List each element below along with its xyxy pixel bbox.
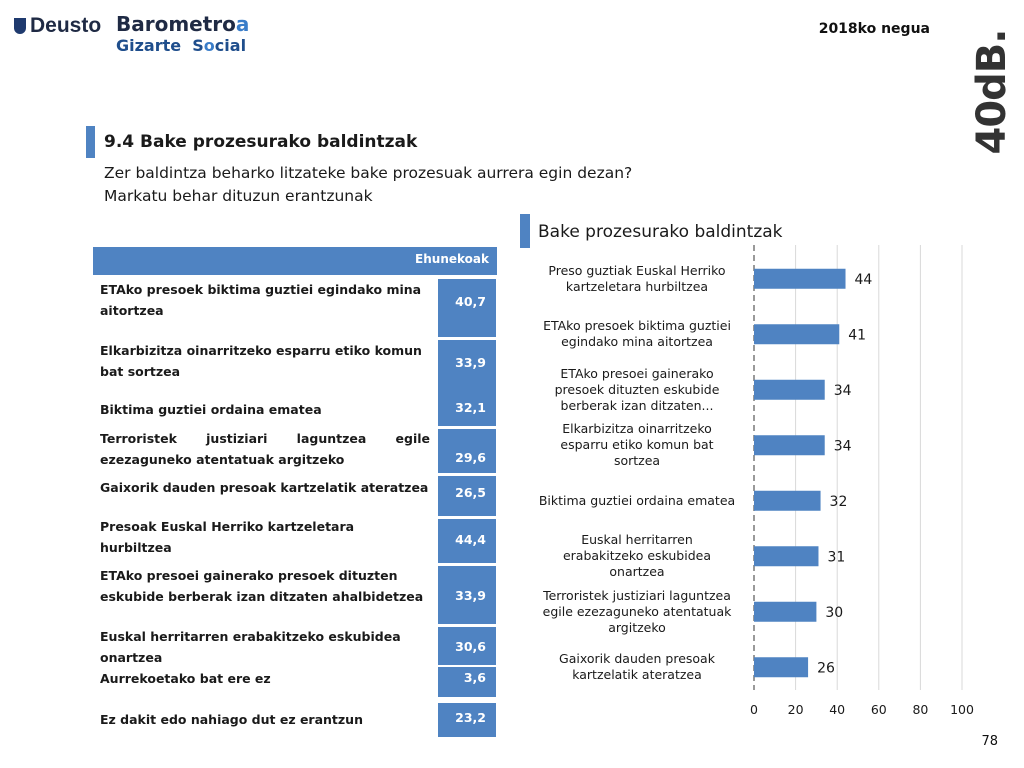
x-tick-label: 100	[950, 702, 974, 717]
x-tick-label: 40	[829, 702, 846, 717]
chart-bar	[754, 602, 816, 622]
section-title: 9.4 Bake prozesurako baldintzak	[104, 132, 418, 152]
table-row-label: Ez dakit edo nahiago dut ez erantzun	[100, 712, 363, 727]
bar-data-label: 30	[825, 604, 844, 621]
bar-data-label: 32	[829, 493, 848, 510]
chart-accent-bar	[520, 214, 530, 248]
bar-chart	[520, 245, 1000, 725]
x-tick-label: 0	[750, 702, 758, 717]
table-row-label: Presoak Euskal Herriko kartzeletara hurbiltzea	[100, 519, 355, 555]
gizarte-logo-text: Gizarte	[116, 36, 182, 55]
table-row-value: 44,4	[455, 532, 486, 547]
category-label-line: egile ezezaguneko atentatuak	[542, 603, 732, 619]
social-logo-s: S	[192, 36, 204, 55]
table-row-value: 3,6	[463, 670, 486, 685]
table-row-label: Terroristek justiziari laguntzea egile ezezaguneko atentatuak argitzeko	[100, 431, 430, 467]
gizarte-social-logo	[116, 36, 246, 55]
table-row-value: 30,6	[455, 639, 486, 654]
x-tick-label: 60	[870, 702, 887, 717]
bar-data-label: 34	[833, 382, 852, 399]
chart-bar	[754, 324, 839, 344]
chart-bar	[754, 269, 846, 289]
table-row-value-cell	[438, 566, 496, 624]
question-line-1: Zer baldintza beharko litzateke bake prozesuak aurrera egin dezan?	[104, 164, 633, 182]
table-row-label: Aurrekoetako bat ere ez	[100, 671, 271, 686]
chart-bar	[754, 435, 825, 455]
table-row-value-cell	[438, 392, 496, 426]
x-tick-label: 20	[787, 702, 804, 717]
bar-data-label: 26	[817, 660, 835, 677]
table-row-label: Gaixorik dauden presoak kartzelatik ateratzea	[100, 480, 429, 495]
table-row-value-cell	[438, 667, 496, 697]
barometro-logo-main: Barometro	[116, 12, 236, 36]
barometro-logo	[116, 12, 249, 36]
category-label-line: kartzelatik ateratzea	[572, 667, 702, 683]
category-label-line: esparru etiko komun bat	[560, 437, 714, 453]
table-row-value: 29,6	[455, 450, 486, 465]
table-row-value: 40,7	[455, 294, 486, 309]
chart-bar	[754, 546, 818, 566]
table-row-value: 33,9	[455, 588, 486, 603]
table-row-value-cell	[438, 627, 496, 665]
category-label-line: egindako mina aitortzea	[561, 334, 713, 350]
table-header	[93, 247, 497, 275]
table-row-value-cell	[438, 519, 496, 563]
category-label-line: erabakitzeko eskubidea	[562, 548, 712, 564]
bar-data-label: 44	[854, 271, 873, 288]
chart-title: Bake prozesurako baldintzak	[538, 222, 783, 242]
table-row-value-cell	[438, 340, 496, 398]
table-row-label: ETAko presoei gainerako presoek dituzten eskubide berberak izan ditzaten ahalbidetzea	[100, 568, 424, 604]
table-row-label: ETAko presoek biktima guztiei egindako mina aitortzea	[100, 282, 422, 318]
category-label-line: berberak izan ditzaten...	[560, 397, 714, 413]
section-accent-bar	[86, 126, 95, 158]
category-label-line: sortzea	[613, 453, 661, 469]
category-label-line: Elkarbizitza oinarritzeko	[562, 421, 712, 437]
table-row-value: 26,5	[455, 485, 486, 500]
deusto-logo	[14, 14, 101, 38]
barometro-logo-accent: a	[235, 12, 250, 36]
table-row-value-cell	[438, 703, 496, 737]
bar-data-label: 31	[827, 549, 846, 566]
table-row-value: 23,2	[455, 710, 486, 725]
category-label-line: ETAko presoei gainerako	[560, 365, 714, 381]
x-tick-label: 80	[912, 702, 929, 717]
bar-data-label: 41	[848, 327, 867, 344]
category-label-line: onartzea	[609, 564, 665, 580]
chart-bar	[754, 380, 825, 400]
table-row-value: 33,9	[455, 355, 486, 370]
table-row-label: Euskal herritarren erabakitzeko eskubidea onartzea	[100, 629, 401, 665]
category-label-line: Preso guztiak Euskal Herriko	[548, 262, 726, 278]
page-number: 78	[981, 734, 998, 749]
40db-logo	[962, 29, 1022, 155]
table-row-value: 32,1	[455, 400, 486, 415]
category-label-line: Terroristek justiziari laguntzea	[543, 587, 731, 603]
category-label-line: Euskal herritarren	[581, 532, 693, 548]
table-row-value-cell	[438, 279, 496, 337]
category-label-line: argitzeko	[608, 619, 666, 635]
social-logo-o: o	[203, 36, 215, 55]
deusto-shield-icon	[14, 18, 26, 34]
chart-bar	[754, 657, 808, 677]
40db-logo-text: 40dB.	[969, 29, 1015, 155]
table-row-label: Elkarbizitza oinarritzeko esparru etiko komun bat sortzea	[100, 343, 422, 379]
question-line-2: Markatu behar dituzun erantzunak	[104, 187, 373, 205]
chart-bar	[754, 491, 821, 511]
table-header-label: Ehunekoak	[415, 252, 489, 266]
bar-data-label: 34	[833, 438, 852, 455]
table-row-value-cell	[438, 476, 496, 516]
deusto-logo-text: Deusto	[30, 14, 102, 37]
category-label-line: presoek dituzten eskubide	[554, 381, 720, 397]
category-label-line: ETAko presoek biktima guztiei	[543, 318, 731, 334]
social-logo-rest: cial	[214, 36, 247, 55]
question-text	[104, 162, 632, 208]
table-row-label: Biktima guztiei ordaina ematea	[100, 402, 322, 417]
category-label-line: Gaixorik dauden presoak	[559, 651, 715, 667]
table-row-value-cell	[438, 429, 496, 473]
category-label-line: Biktima guztiei ordaina ematea	[538, 492, 736, 508]
season-label: 2018ko negua	[818, 21, 930, 37]
category-label-line: kartzeletara hurbiltzea	[565, 278, 709, 294]
